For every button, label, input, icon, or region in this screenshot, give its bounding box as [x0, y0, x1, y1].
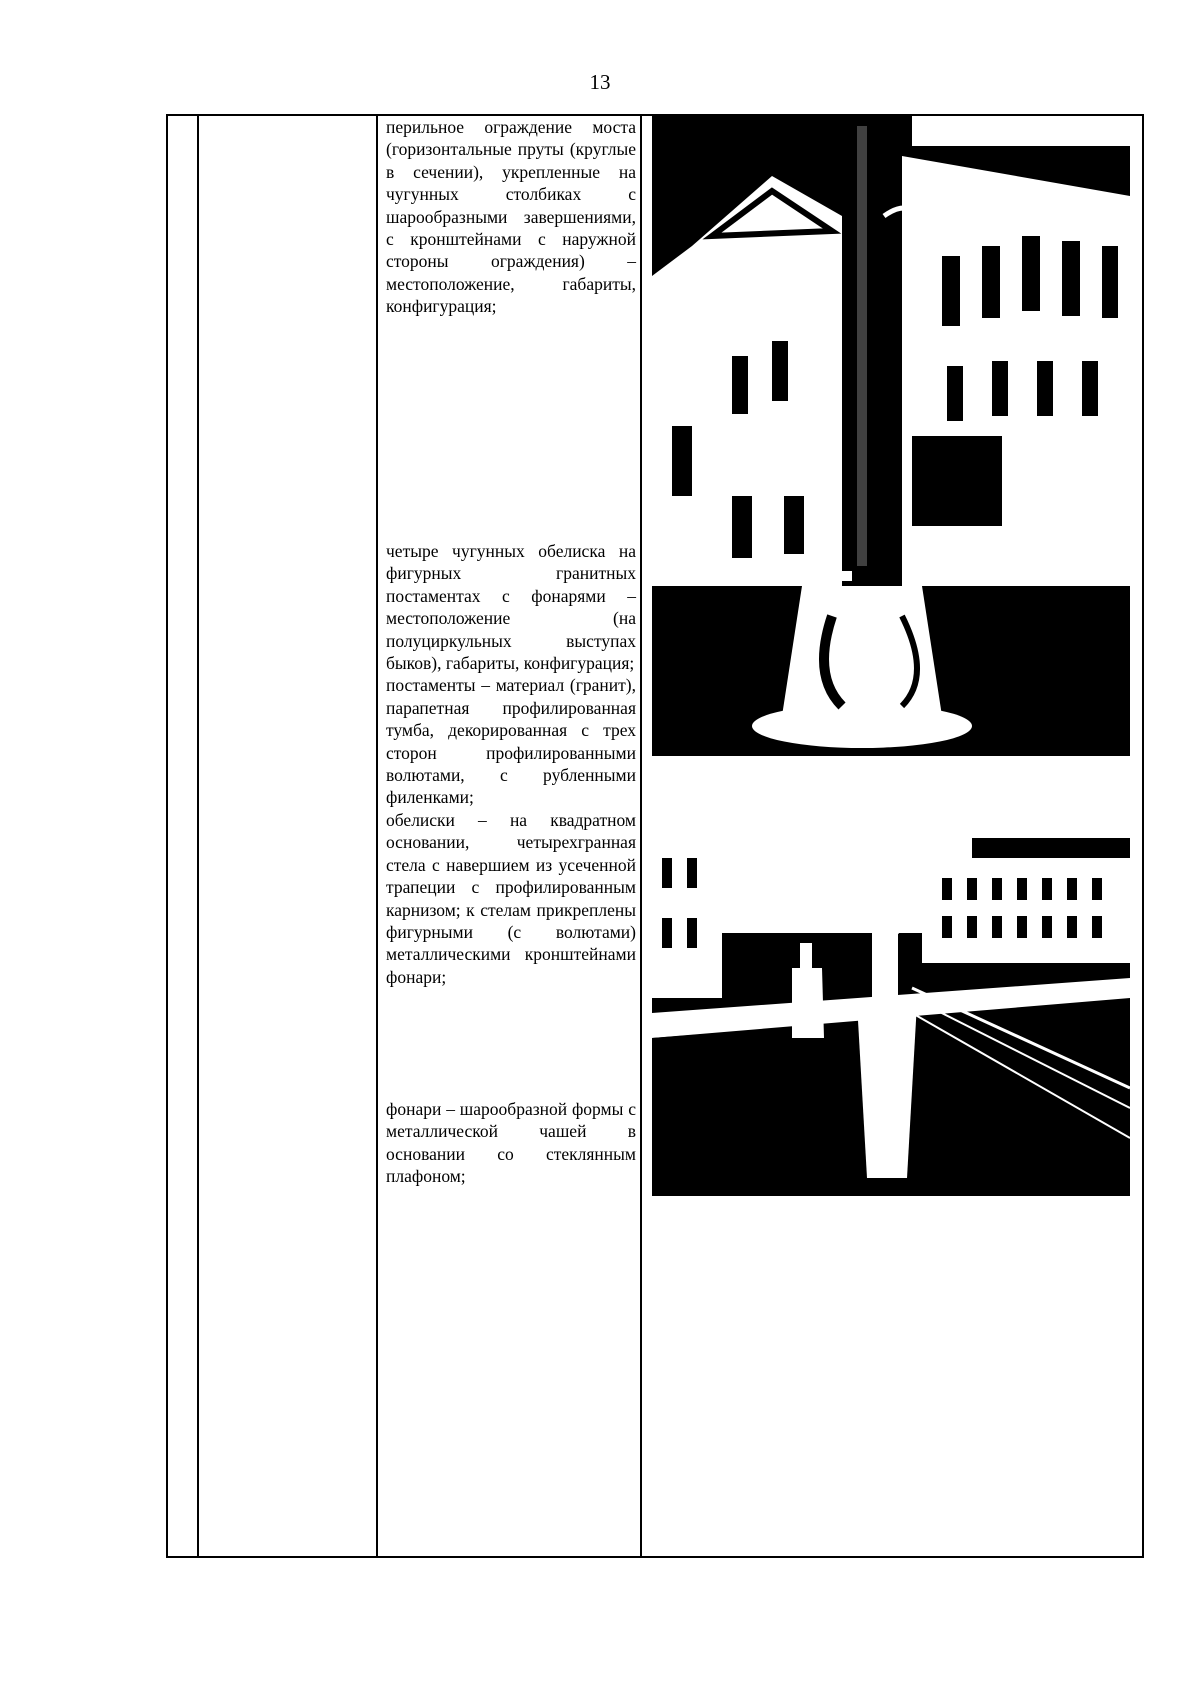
obelisk-lantern-photo — [652, 116, 1130, 756]
embankment-obelisks-photo — [652, 838, 1130, 1196]
column-divider-3 — [640, 116, 642, 1556]
railing-paragraph: перильное ограждение моста (горизонтальные пруты (круглые в сечении), укрепленные на чугунных столбиках с шарообразными завершениями, с кронштейнами с наружной стороны ограждения) – местоположение, габариты, конфигурация; — [386, 117, 636, 317]
description-column — [386, 116, 636, 1556]
column-divider-2 — [376, 116, 378, 1556]
page-number: 13 — [589, 70, 611, 94]
document-table — [166, 114, 1144, 1558]
lanterns-paragraph: фонари – шарообразной формы с металлической чашей в основании со стеклянным плафоном; — [386, 1099, 636, 1187]
obelisks-description — [386, 540, 636, 988]
railing-description — [386, 116, 636, 318]
obelisk-shape-paragraph: обелиски – на квадратном основании, четырехгранная стела с навершием из усеченной трапеции с профилированным карнизом; к стелам прикреплены фигурными (с волютами) металлическими кронштейнами фонари; — [386, 809, 636, 987]
column-divider-4 — [1142, 116, 1144, 1556]
obelisks-paragraph: четыре чугунных обелиска на фигурных гранитных постаментах с фонарями – местоположение (на полуциркульных выступах быков), габариты, конфигурация; — [386, 541, 636, 674]
lanterns-description — [386, 1098, 636, 1188]
pedestals-paragraph: постаменты – материал (гранит), парапетная профилированная тумба, декорированная с трех сторон профилированными волютами, с рубленными филенками; — [386, 675, 636, 808]
column-divider-1 — [197, 116, 199, 1556]
